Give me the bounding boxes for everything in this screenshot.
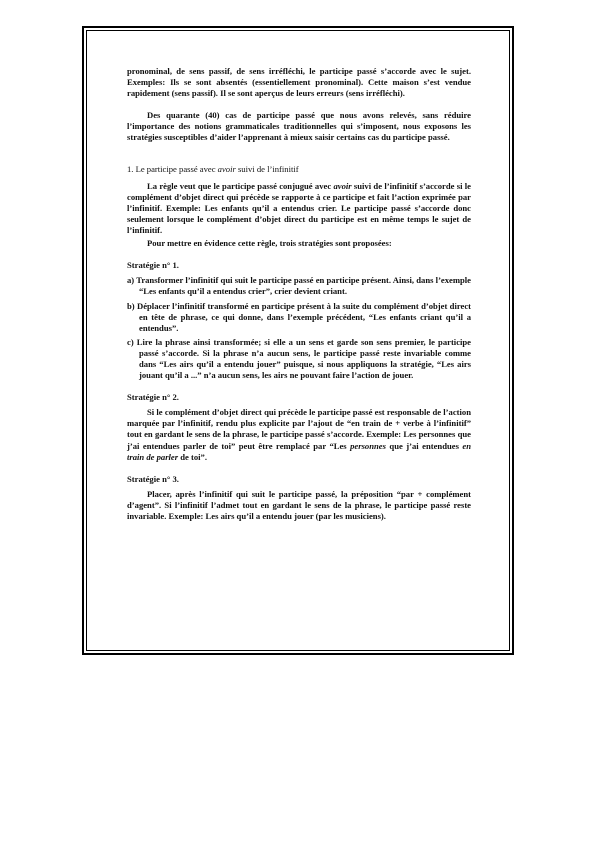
section-paragraph-2: Pour mettre en évidence cette règle, trois stratégies sont proposées: <box>147 238 392 249</box>
section-paragraph-1-b: suivi de l’infinitif s’accorde si le complément d’objet direct qui précède se rapporte à ce participe et fait l’action exprimée par l’infinitif. Exemple: Les enfants qu’il a entendus crier. Le participe passé s’accorde donc seulement lorsque le complément d’objet direct du participe est en même temps le sujet de l’infinitif. <box>127 180 471 236</box>
strategy-2-italic-2: en train de parler <box>127 440 471 462</box>
section-title-suffix: suivi de l’infinitif <box>235 163 299 174</box>
section-title-italic: avoir <box>217 163 236 174</box>
strategy-1-item-b: b) Déplacer l’infinitif transformé en participe présent à la suite du complément d’objet direct en tête de phrase, ce qui donne, dans l’exemple précédent, “Les enfants criant qu’il a entendus”. <box>127 300 471 333</box>
section-paragraph-1 <box>127 181 471 236</box>
section-title-prefix: 1. Le participe passé avec <box>127 163 218 174</box>
strategy-3-text: Placer, après l’infinitif qui suit le participe passé, la préposition “par + complément d’agent”. Si l’infinitif l’admet tout en gardant le sens de la phrase, le participe passé reste invariable. Exemple: Les airs qu’il a entendu jouer (par les musiciens). <box>127 488 471 521</box>
intro-paragraph-1: pronominal, de sens passif, de sens irréfléchi, le participe passé s’accorde avec le sujet. Exemples: Ils se sont absentés (essentiellement pronominal). Cette maison s’est vendue rapidement (sens passif). Il se sont aperçus de leurs erreurs (sens irréfléchi). <box>127 66 471 99</box>
strategy-1-item-c: c) Lire la phrase ainsi transformée; si elle a un sens et garde son sens premier, le participe passé s’accorde. Si la phrase n’a aucun sens, le participe passé reste invariable comme dans “Les airs qu’il a entendu jouer” puisque, si nous appliquons la stratégie, “Les airs jouant qu’il a ...” n’a aucun sens, les airs ne pouvant faire l’action de jouer. <box>127 336 471 381</box>
strategy-3-heading: Stratégie n° 3. <box>127 473 179 484</box>
strategy-1-heading: Stratégie n° 1. <box>127 260 179 271</box>
strategy-2-text-c: de toi”. <box>178 451 207 462</box>
document-body <box>127 66 471 522</box>
strategy-2-text <box>127 407 471 462</box>
strategy-2-text-b: que j’ai entendues <box>385 440 463 451</box>
section-paragraph-1-a: La règle veut que le participe passé conjugué avec <box>147 180 334 191</box>
strategy-1-item-a: a) Transformer l’infinitif qui suit le participe passé en participe présent. Ainsi, dans l’exemple “Les enfants qu’il a entendus crier”, crier devient criant. <box>127 275 471 297</box>
section-paragraph-1-italic: avoir <box>333 180 352 191</box>
strategy-2-heading: Stratégie n° 2. <box>127 392 179 403</box>
strategy-2-italic-1: personnes <box>350 440 386 451</box>
strategy-2-text-a: Si le complément d’objet direct qui précède le participe passé est responsable de l’action marquée par l’infinitif, rendu plus explicite par l’ajout de “en train de + verbe à l’infinitif” tout en gardant le sens de la phrase, le participe passé s’accorde. Exemple: Les personnes que j’ai entendues parler de toi” peut être remplacé par “Les <box>127 407 471 451</box>
intro-paragraph-2: Des quarante (40) cas de participe passé que nous avons relevés, sans réduire l’importance des notions grammaticales traditionnelles qui s’imposent, nous exposons les stratégies susceptibles d’aider l’apprenant à mieux saisir certains cas du participe passé. <box>127 110 471 143</box>
section-title <box>127 164 471 175</box>
